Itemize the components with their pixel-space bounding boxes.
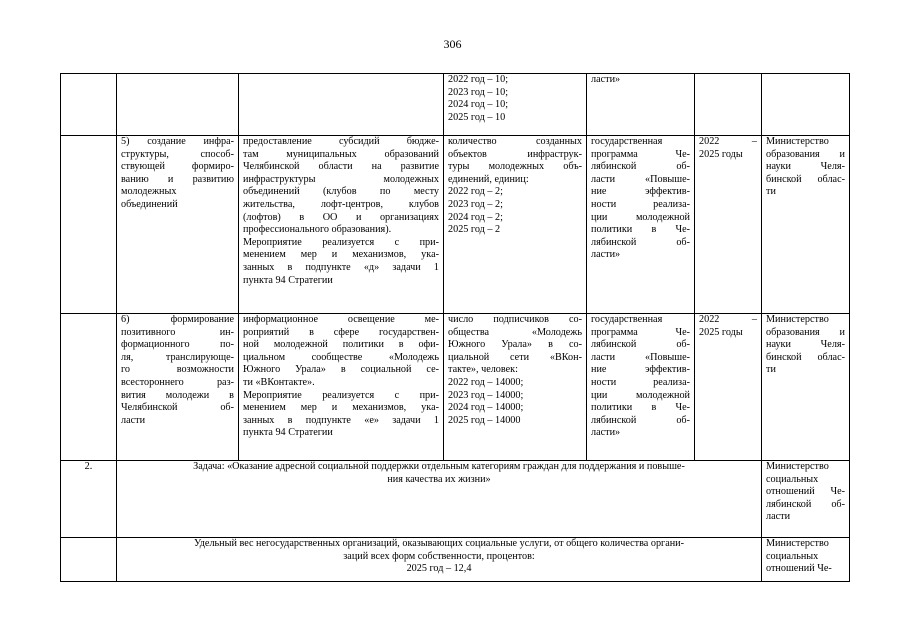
measure-line: вития молодежи в: [121, 389, 234, 401]
indicator-line: 2024 год – 2;: [448, 211, 503, 223]
executor-line: образования и: [766, 148, 845, 160]
description-line: ной молодежной политики в офи-: [243, 339, 439, 351]
measure-line: формационного по-: [121, 339, 234, 351]
cell-executor: [762, 136, 850, 314]
program-line: ции молодежной: [591, 389, 690, 401]
measure-line: молодежных: [121, 186, 177, 198]
indicator-line: 2025 год – 10: [448, 111, 506, 123]
cell-indicator-text: [117, 538, 762, 582]
cell-program: [587, 314, 695, 461]
program-line: программа Че-: [591, 326, 690, 338]
table-row-measure-5: [61, 136, 850, 314]
measure-line: структуры, способ-: [121, 148, 234, 160]
description-line: роприятий в сфере государствен-: [243, 326, 439, 338]
description-line: занных в подпункте «е» задачи 1: [243, 414, 439, 426]
strategy-table: [60, 73, 850, 582]
cell-program: [587, 136, 695, 314]
cell-number: [61, 461, 117, 538]
measure-line: 6) формирование: [121, 314, 234, 325]
indicator-line: общества «Молодежь: [448, 326, 582, 338]
description-line: ти «ВКонтакте».: [243, 376, 315, 388]
program-line: ции молодежной: [591, 211, 690, 223]
description-line: пункта 94 Стратегии: [243, 274, 333, 286]
indicator-line: Южного Урала» в со-: [448, 339, 582, 351]
description-line: (лофтов) в ОО и организациях: [243, 211, 439, 223]
executor-line: ласти: [766, 511, 791, 523]
cell-number: [61, 74, 117, 136]
indicator-text-line: Удельный вес негосударственных организаций, оказывающих социальные услуги, от общего количества органи-: [193, 538, 685, 549]
cell-period: [695, 74, 762, 136]
description-line: жительства, лофт-центров, клубов: [243, 198, 439, 210]
executor-line: науки Челя-: [766, 161, 845, 173]
description-line: занных в подпункте «д» задачи 1: [243, 261, 439, 273]
executor-line: бинской облас-: [766, 351, 845, 363]
indicator-line: 2024 год – 10;: [448, 99, 509, 111]
cell-program: [587, 74, 695, 136]
executor-line: отношений Че-: [766, 486, 845, 498]
cell-measure: [117, 136, 239, 314]
program-line: ласти»: [591, 427, 621, 439]
table-row-task-2: [61, 461, 850, 538]
cell-description: [239, 136, 444, 314]
measure-line: ласти: [121, 414, 146, 426]
measure-line: го возможности: [121, 364, 234, 376]
measure-line: всестороннего раз-: [121, 376, 234, 388]
program-line: ласти «Повыше-: [591, 351, 690, 363]
cell-task: [117, 461, 762, 538]
executor-line: ти: [766, 364, 776, 376]
table-row-indicator: [61, 538, 850, 582]
executor-line: Министерство: [766, 538, 829, 549]
cell-executor: [762, 314, 850, 461]
indicator-line: единений, единиц:: [448, 173, 529, 185]
executor-line: науки Челя-: [766, 339, 845, 351]
program-line: лябинской об-: [591, 236, 690, 248]
cell-executor: [762, 461, 850, 538]
executor-line: лябинской об-: [766, 498, 845, 510]
measure-line: объединений: [121, 198, 178, 210]
period-line: 2022 –: [699, 136, 757, 147]
program-line: ласти»: [591, 74, 621, 85]
cell-description: [239, 314, 444, 461]
measure-line: ванию и развитию: [121, 173, 234, 185]
indicator-line: такте», человек:: [448, 364, 518, 376]
cell-number: [61, 136, 117, 314]
period-line: 2025 годы: [699, 148, 743, 160]
program-line: лябинской об-: [591, 339, 690, 351]
description-line: менением мер и механизмов, ука-: [243, 249, 439, 261]
indicator-line: число подписчиков со-: [448, 314, 582, 325]
cell-indicator: [444, 74, 587, 136]
measure-line: Челябинской об-: [121, 402, 234, 414]
indicator-line: 2022 год – 14000;: [448, 376, 524, 388]
page-number: 306: [443, 37, 462, 51]
period-line: 2025 годы: [699, 326, 743, 338]
executor-line: образования и: [766, 326, 845, 338]
indicator-line: 2024 год – 14000;: [448, 402, 524, 414]
measure-line: ствующей формиро-: [121, 161, 234, 173]
description-line: профессионального образования).: [243, 224, 392, 236]
description-line: предоставление субсидий бюдже-: [243, 136, 439, 147]
cell-description: [239, 74, 444, 136]
indicator-line: 2025 год – 14000: [448, 414, 521, 426]
program-line: ласти «Повыше-: [591, 173, 690, 185]
cell-measure: [117, 74, 239, 136]
description-line: Мероприятие реализуется с при-: [243, 389, 439, 401]
cell-number: [61, 538, 117, 582]
indicator-line: объектов инфраструк-: [448, 148, 582, 160]
executor-line: Министерство: [766, 136, 829, 147]
description-line: там муниципальных образований: [243, 148, 439, 160]
cell-executor: [762, 74, 850, 136]
indicator-line: туры молодежных объ-: [448, 161, 582, 173]
indicator-line: 2022 год – 2;: [448, 186, 503, 198]
cell-measure: [117, 314, 239, 461]
task-line: ния качества их жизни»: [387, 473, 491, 485]
measure-line: ля, транслирующе-: [121, 351, 234, 363]
program-line: государственная: [591, 314, 663, 325]
executor-line: Министерство: [766, 314, 829, 325]
indicator-line: 2022 год – 10;: [448, 74, 509, 85]
cell-indicator: [444, 314, 587, 461]
program-line: политики в Че-: [591, 224, 690, 236]
indicator-line: количество созданных: [448, 136, 582, 147]
program-line: ние эффектив-: [591, 186, 690, 198]
executor-line: Министерство: [766, 461, 829, 472]
executor-line: отношений Че-: [766, 563, 832, 575]
executor-line: социальных: [766, 550, 819, 562]
period-line: 2022 –: [699, 314, 757, 325]
description-line: инфраструктуры молодежных: [243, 173, 439, 185]
program-line: политики в Че-: [591, 402, 690, 414]
description-line: Челябинской области на развитие: [243, 161, 439, 173]
program-line: лябинской об-: [591, 161, 690, 173]
indicator-line: 2025 год – 2: [448, 224, 501, 236]
executor-line: бинской облас-: [766, 173, 845, 185]
task-number: 2.: [84, 461, 93, 472]
indicator-text-line: 2025 год – 12,4: [406, 563, 472, 575]
program-line: ние эффектив-: [591, 364, 690, 376]
description-line: менением мер и механизмов, ука-: [243, 402, 439, 414]
cell-period: [695, 136, 762, 314]
description-line: пункта 94 Стратегии: [243, 427, 333, 439]
program-line: программа Че-: [591, 148, 690, 160]
cell-indicator: [444, 136, 587, 314]
program-line: ласти»: [591, 249, 621, 261]
program-line: лябинской об-: [591, 414, 690, 426]
cell-executor: [762, 538, 850, 582]
description-line: объединений (клубов по месту: [243, 186, 439, 198]
cell-number: [61, 314, 117, 461]
indicator-line: циальной сети «ВКон-: [448, 351, 582, 363]
description-line: Южного Урала» в социальной се-: [243, 364, 439, 376]
measure-line: 5) создание инфра-: [121, 136, 234, 147]
program-line: ности реализа-: [591, 376, 690, 388]
indicator-line: 2023 год – 2;: [448, 198, 503, 210]
description-line: Мероприятие реализуется с при-: [243, 236, 439, 248]
measure-line: позитивного ин-: [121, 326, 234, 338]
indicator-line: 2023 год – 10;: [448, 86, 509, 98]
program-line: ности реализа-: [591, 198, 690, 210]
indicator-line: 2023 год – 14000;: [448, 389, 524, 401]
description-line: информационное освещение ме-: [243, 314, 439, 325]
executor-line: социальных: [766, 473, 819, 485]
table-row-continuation: [61, 74, 850, 136]
program-line: государственная: [591, 136, 663, 147]
description-line: циальном сообществе «Молодежь: [243, 351, 439, 363]
executor-line: ти: [766, 186, 776, 198]
indicator-text-line: заций всех форм собственности, процентов:: [343, 550, 535, 562]
task-line: Задача: «Оказание адресной социальной поддержки отдельным категориям граждан для поддержания и повыше-: [193, 461, 685, 472]
table-row-measure-6: [61, 314, 850, 461]
cell-period: [695, 314, 762, 461]
